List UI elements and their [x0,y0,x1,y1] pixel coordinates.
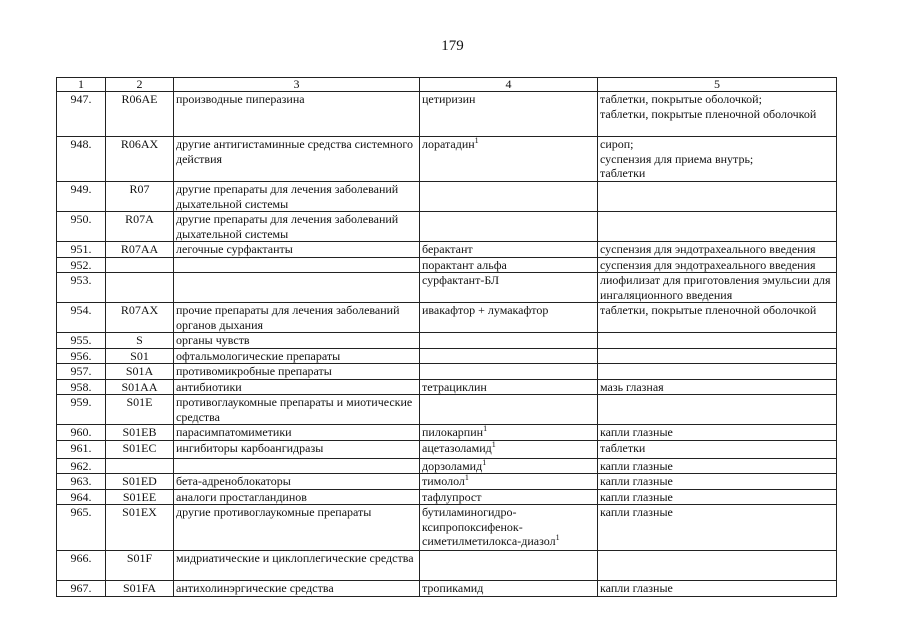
dosage-form-line: таблетки, покрытые пленочной оболочкой [600,106,817,121]
drug-table [56,77,837,597]
drug-name: порактант альфа [422,257,507,272]
atc-code-cell: S [106,333,174,349]
dosage-form-cell [598,458,837,474]
dosage-form-cell [598,440,837,458]
row-number-cell: 947. [57,92,106,137]
dosage-form-line: мазь глазная [600,379,664,394]
atc-code-cell: R06AE [106,92,174,137]
column-header: 1 [57,78,106,92]
dosage-form-line: таблетки, покрытые оболочкой; [600,92,762,106]
row-number-cell: 958. [57,379,106,395]
dosage-form-cell [598,273,837,303]
drug-name-cell [420,474,598,490]
table-row [57,212,837,242]
atc-code-cell: S01EE [106,489,174,505]
table-row [57,458,837,474]
atc-code-cell [106,257,174,273]
dosage-form-cell [598,348,837,364]
table-row [57,182,837,212]
atc-code-cell: S01EC [106,440,174,458]
group-name-cell [174,458,420,474]
table-row [57,257,837,273]
footnote-marker: 1 [474,136,479,145]
dosage-form-cell [598,505,837,551]
group-name-cell: другие противоглаукомные препараты [174,505,420,551]
atc-code-cell: S01EX [106,505,174,551]
footnote-marker: 1 [491,440,496,449]
dosage-form-cell [598,182,837,212]
dosage-form-line: капли глазные [600,474,673,488]
table-row [57,395,837,425]
atc-code-cell: S01A [106,364,174,380]
drug-name-cell [420,395,598,425]
drug-name-cell [420,242,598,258]
atc-code-cell: R07A [106,212,174,242]
drug-name-cell [420,489,598,505]
row-number-cell: 957. [57,364,106,380]
atc-code-cell [106,273,174,303]
group-name-cell: аналоги простагландинов [174,489,420,505]
table-row [57,303,837,333]
atc-code-cell: S01F [106,551,174,581]
dosage-form-line: суспензия для эндотрахеального введения [600,257,816,272]
atc-code-cell: S01AA [106,379,174,395]
drug-name: тропикамид [422,581,484,595]
row-number-cell: 952. [57,257,106,273]
drug-name: тимолол [422,474,465,488]
dosage-form-cell [598,242,837,258]
table-row [57,333,837,349]
drug-name-cell [420,137,598,182]
table-row [57,474,837,490]
drug-name: ивакафтор + лумакафтор [422,303,549,317]
dosage-form-cell [598,333,837,349]
group-name-cell: парасимпатомиметики [174,425,420,441]
dosage-form-cell [598,212,837,242]
footnote-marker: 1 [464,473,469,482]
row-number-cell: 951. [57,242,106,258]
drug-name-cell [420,581,598,597]
row-number-cell: 962. [57,458,106,474]
atc-code-cell [106,458,174,474]
table-row [57,92,837,137]
atc-code-cell: S01ED [106,474,174,490]
drug-name: пилокарпин [422,425,484,439]
drug-name-cell [420,212,598,242]
drug-name-cell [420,303,598,333]
atc-code-cell: R07AX [106,303,174,333]
row-number-cell: 948. [57,137,106,182]
dosage-form-line: сироп; [600,137,634,151]
group-name-cell: органы чувств [174,333,420,349]
drug-name: ацетазоламид [422,440,492,455]
dosage-form-cell [598,425,837,441]
dosage-form-cell [598,92,837,137]
atc-code-cell: S01E [106,395,174,425]
group-name-cell: бета-адреноблокаторы [174,474,420,490]
group-name-cell [174,273,420,303]
group-name-cell: производные пиперазина [174,92,420,137]
dosage-form-cell [598,137,837,182]
dosage-form-cell [598,364,837,380]
dosage-form-line: капли глазные [600,425,673,439]
table-row [57,581,837,597]
atc-code-cell: S01EB [106,425,174,441]
atc-code-cell: R07AA [106,242,174,258]
drug-name-line: симетилметилокса-диазол [422,534,556,548]
drug-name-cell [420,458,598,474]
page-number: 179 [441,38,464,54]
table-row [57,348,837,364]
table-row [57,489,837,505]
drug-name-cell [420,348,598,364]
column-header: 4 [420,78,598,92]
footnote-marker: 1 [482,458,487,467]
drug-name-cell [420,505,598,551]
column-header: 2 [106,78,174,92]
table-row [57,505,837,551]
dosage-form-cell [598,303,837,333]
table-row [57,440,837,458]
drug-name-cell [420,182,598,212]
dosage-form-cell [598,581,837,597]
row-number-cell: 949. [57,182,106,212]
dosage-form-cell [598,257,837,273]
group-name-cell: ингибиторы карбоангидразы [174,440,420,458]
row-number-cell: 953. [57,273,106,303]
row-number-cell: 954. [57,303,106,333]
group-name-cell: противоглаукомные препараты и миотические средства [174,395,420,425]
group-name-cell: антихолинэргические средства [174,581,420,597]
drug-name-cell [420,92,598,137]
table-row [57,425,837,441]
atc-code-cell: R06AX [106,137,174,182]
dosage-form-cell [598,474,837,490]
row-number-cell: 959. [57,395,106,425]
table-row [57,273,837,303]
table-row [57,137,837,182]
group-name-cell [174,257,420,273]
drug-name: цетиризин [422,92,476,106]
atc-code-cell: R07 [106,182,174,212]
group-name-cell: офтальмологические препараты [174,348,420,364]
table-row [57,379,837,395]
dosage-form-line: суспензия для приема внутрь; [600,151,754,166]
row-number-cell: 955. [57,333,106,349]
drug-name: тафлупрост [422,489,482,504]
row-number-cell: 961. [57,440,106,458]
drug-name-cell [420,333,598,349]
dosage-form-line: таблетки [600,166,646,180]
drug-name-cell [420,364,598,380]
drug-name-cell [420,273,598,303]
drug-name: дорзоламид [422,458,483,473]
row-number-cell: 966. [57,551,106,581]
drug-name-cell [420,379,598,395]
atc-code-cell: S01FA [106,581,174,597]
row-number-cell: 956. [57,348,106,364]
drug-name-cell [420,551,598,581]
column-header: 5 [598,78,837,92]
dosage-form-line: капли глазные [600,581,673,595]
drug-name: берактант [422,242,473,256]
group-name-cell: другие антигистаминные средства системного действия [174,137,420,182]
dosage-form-cell [598,551,837,581]
group-name-cell: другие препараты для лечения заболеваний дыхательной системы [174,212,420,242]
drug-name-line: ксипропоксифенок- [422,519,523,534]
group-name-cell: прочие препараты для лечения заболеваний органов дыхания [174,303,420,333]
dosage-form-cell [598,489,837,505]
drug-name-line: бутиламиногидро- [422,505,517,519]
drug-name: тетрациклин [422,379,487,394]
dosage-form-line: капли глазные [600,489,673,504]
row-number-cell: 964. [57,489,106,505]
dosage-form-line: капли глазные [600,505,673,519]
dosage-form-line: таблетки, покрытые пленочной оболочкой [600,303,817,317]
group-name-cell: мидриатические и циклоплегические средства [174,551,420,581]
row-number-cell: 965. [57,505,106,551]
atc-code-cell: S01 [106,348,174,364]
row-number-cell: 950. [57,212,106,242]
table-header-row [57,78,837,92]
footnote-marker: 1 [483,424,488,433]
drug-name: сурфактант-БЛ [422,273,500,287]
group-name-cell: противомикробные препараты [174,364,420,380]
group-name-cell: другие препараты для лечения заболеваний дыхательной системы [174,182,420,212]
dosage-form-line: суспензия для эндотрахеального введения [600,242,816,256]
column-header: 3 [174,78,420,92]
row-number-cell: 967. [57,581,106,597]
row-number-cell: 963. [57,474,106,490]
dosage-form-line: таблетки [600,440,646,455]
row-number-cell: 960. [57,425,106,441]
drug-name-cell [420,440,598,458]
drug-name: лоратадин [422,137,475,151]
group-name-cell: антибиотики [174,379,420,395]
table-row [57,364,837,380]
dosage-form-cell [598,379,837,395]
footnote-marker: 1 [555,533,560,542]
drug-name-cell [420,425,598,441]
table-row [57,242,837,258]
drug-name-cell [420,257,598,273]
dosage-form-line: лиофилизат для приготовления эмульсии для ингаляционного введения [600,273,831,302]
table-row [57,551,837,581]
dosage-form-cell [598,395,837,425]
dosage-form-line: капли глазные [600,458,673,473]
group-name-cell: легочные сурфактанты [174,242,420,258]
